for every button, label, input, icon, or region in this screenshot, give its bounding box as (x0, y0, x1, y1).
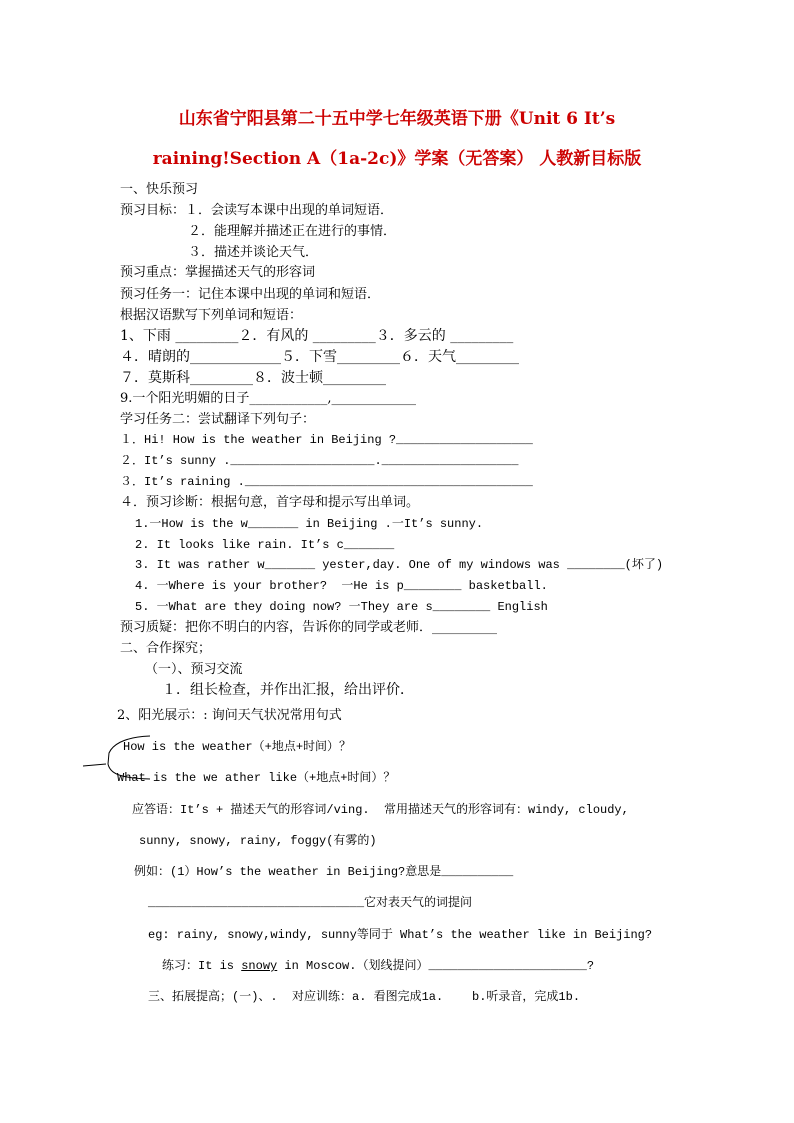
preview-goal-3: ３．描述并谈论天气． (188, 245, 319, 260)
answer-pattern: 应答语：It’s + 描述天气的形容词/ving. 常用描述天气的形容词有：windy, cloudy, (132, 803, 629, 817)
section-3-heading: 三、拓展提高；(一)、. 对应训练：a. 看图完成1a. b.听录音，完成1b. (148, 990, 581, 1004)
document-title-line2: raining!Section A（1a-2c)》学案（无答案） 人教新目标版 (152, 149, 642, 169)
preview-task-1-instruction: 根据汉语默写下列单词和短语： (120, 308, 303, 323)
section-1-heading: 一、快乐预习 (120, 182, 199, 197)
diagnosis-heading: ４．预习诊断：根据句意，首字母和提示写出单词。 (120, 495, 420, 510)
question-pattern-1: How is the weather（+地点+时间）？ (123, 740, 352, 754)
question-pattern-2: What is the we ather like（+地点+时间）？ (117, 771, 396, 785)
diagnosis-item-2: 2. It looks like rain. It’s c_______ (135, 538, 395, 552)
document-title-line1: 山东省宁阳县第二十五中学七年级英语下册《Unit 6 It’s (178, 109, 616, 129)
translate-sentence-1: １．Hi! How is the weather in Beijing ?___________________ (120, 433, 533, 447)
diagnosis-item-4: 4. 一Where is your brother? 一He is p________ basketball. (135, 579, 548, 593)
preview-focus: 预习重点：掌握描述天气的形容词 (120, 265, 316, 280)
preview-task-1: 预习任务一：记住本课中出现的单词和短语． (120, 287, 381, 302)
translate-sentence-2: ２．It’s sunny .____________________.___________________ (120, 454, 519, 468)
section-2-sub-a-item-1: １．组长检查，并作出汇报，给出评价． (162, 682, 414, 698)
weather-adjectives: sunny, snowy, rainy, foggy(有雾的) (139, 834, 377, 848)
preview-question: 预习质疑：把你不明白的内容，告诉你的同学或老师．__________ (120, 620, 498, 635)
practice-suffix: in Moscow.（划线提问）______________________? (277, 959, 595, 973)
practice-underlined-word: snowy (241, 959, 278, 973)
practice-prefix: 练习：It is (162, 959, 242, 973)
eg-line: eg: rainy, snowy,windy, sunny等同于 What’s the weather like in Beijing? (148, 928, 653, 942)
vocab-row-3: ７．莫斯科_________８．波士顿_________ (120, 370, 386, 386)
section-2-sub-b: 2、阳光展示：: 询问天气状况常用句式 (117, 708, 342, 723)
section-2-sub-a: （一）、预习交流 (145, 662, 243, 677)
translate-sentence-3: ３．It’s raining .________________________________________ (120, 475, 533, 489)
preview-goal-1: 预习目标：１．会读写本课中出现的单词短语． (120, 203, 394, 218)
diagnosis-item-3: 3. It was rather w_______ yester,day. One of my windows was ________(坏了) (135, 558, 664, 572)
vocab-row-2: ４．晴朗的_____________５．下雪_________６．天气_________ (120, 349, 519, 365)
practice-line (162, 958, 594, 974)
vocab-row-1: 1、下雨 _________２．有风的 _________３．多云的 _________ (120, 328, 514, 344)
example-2: ______________________________它对表天气的词提问 (148, 896, 473, 910)
diagnosis-item-5: 5. 一What are they doing now? 一They are s________ English (135, 600, 548, 614)
section-2-heading: 二、合作探究； (120, 641, 212, 656)
study-task-2: 学习任务二：尝试翻译下列句子： (120, 412, 316, 427)
example-1: 例如：(1）How’s the weather in Beijing?意思是__________ (134, 865, 514, 879)
vocab-row-9: 9.一个阳光明媚的日子____________,_____________ (120, 391, 417, 406)
preview-goal-2: ２．能理解并描述正在进行的事情． (188, 224, 397, 239)
diagnosis-item-1: 1.一How is the w_______ in Beijing .一It’s sunny. (135, 517, 484, 531)
